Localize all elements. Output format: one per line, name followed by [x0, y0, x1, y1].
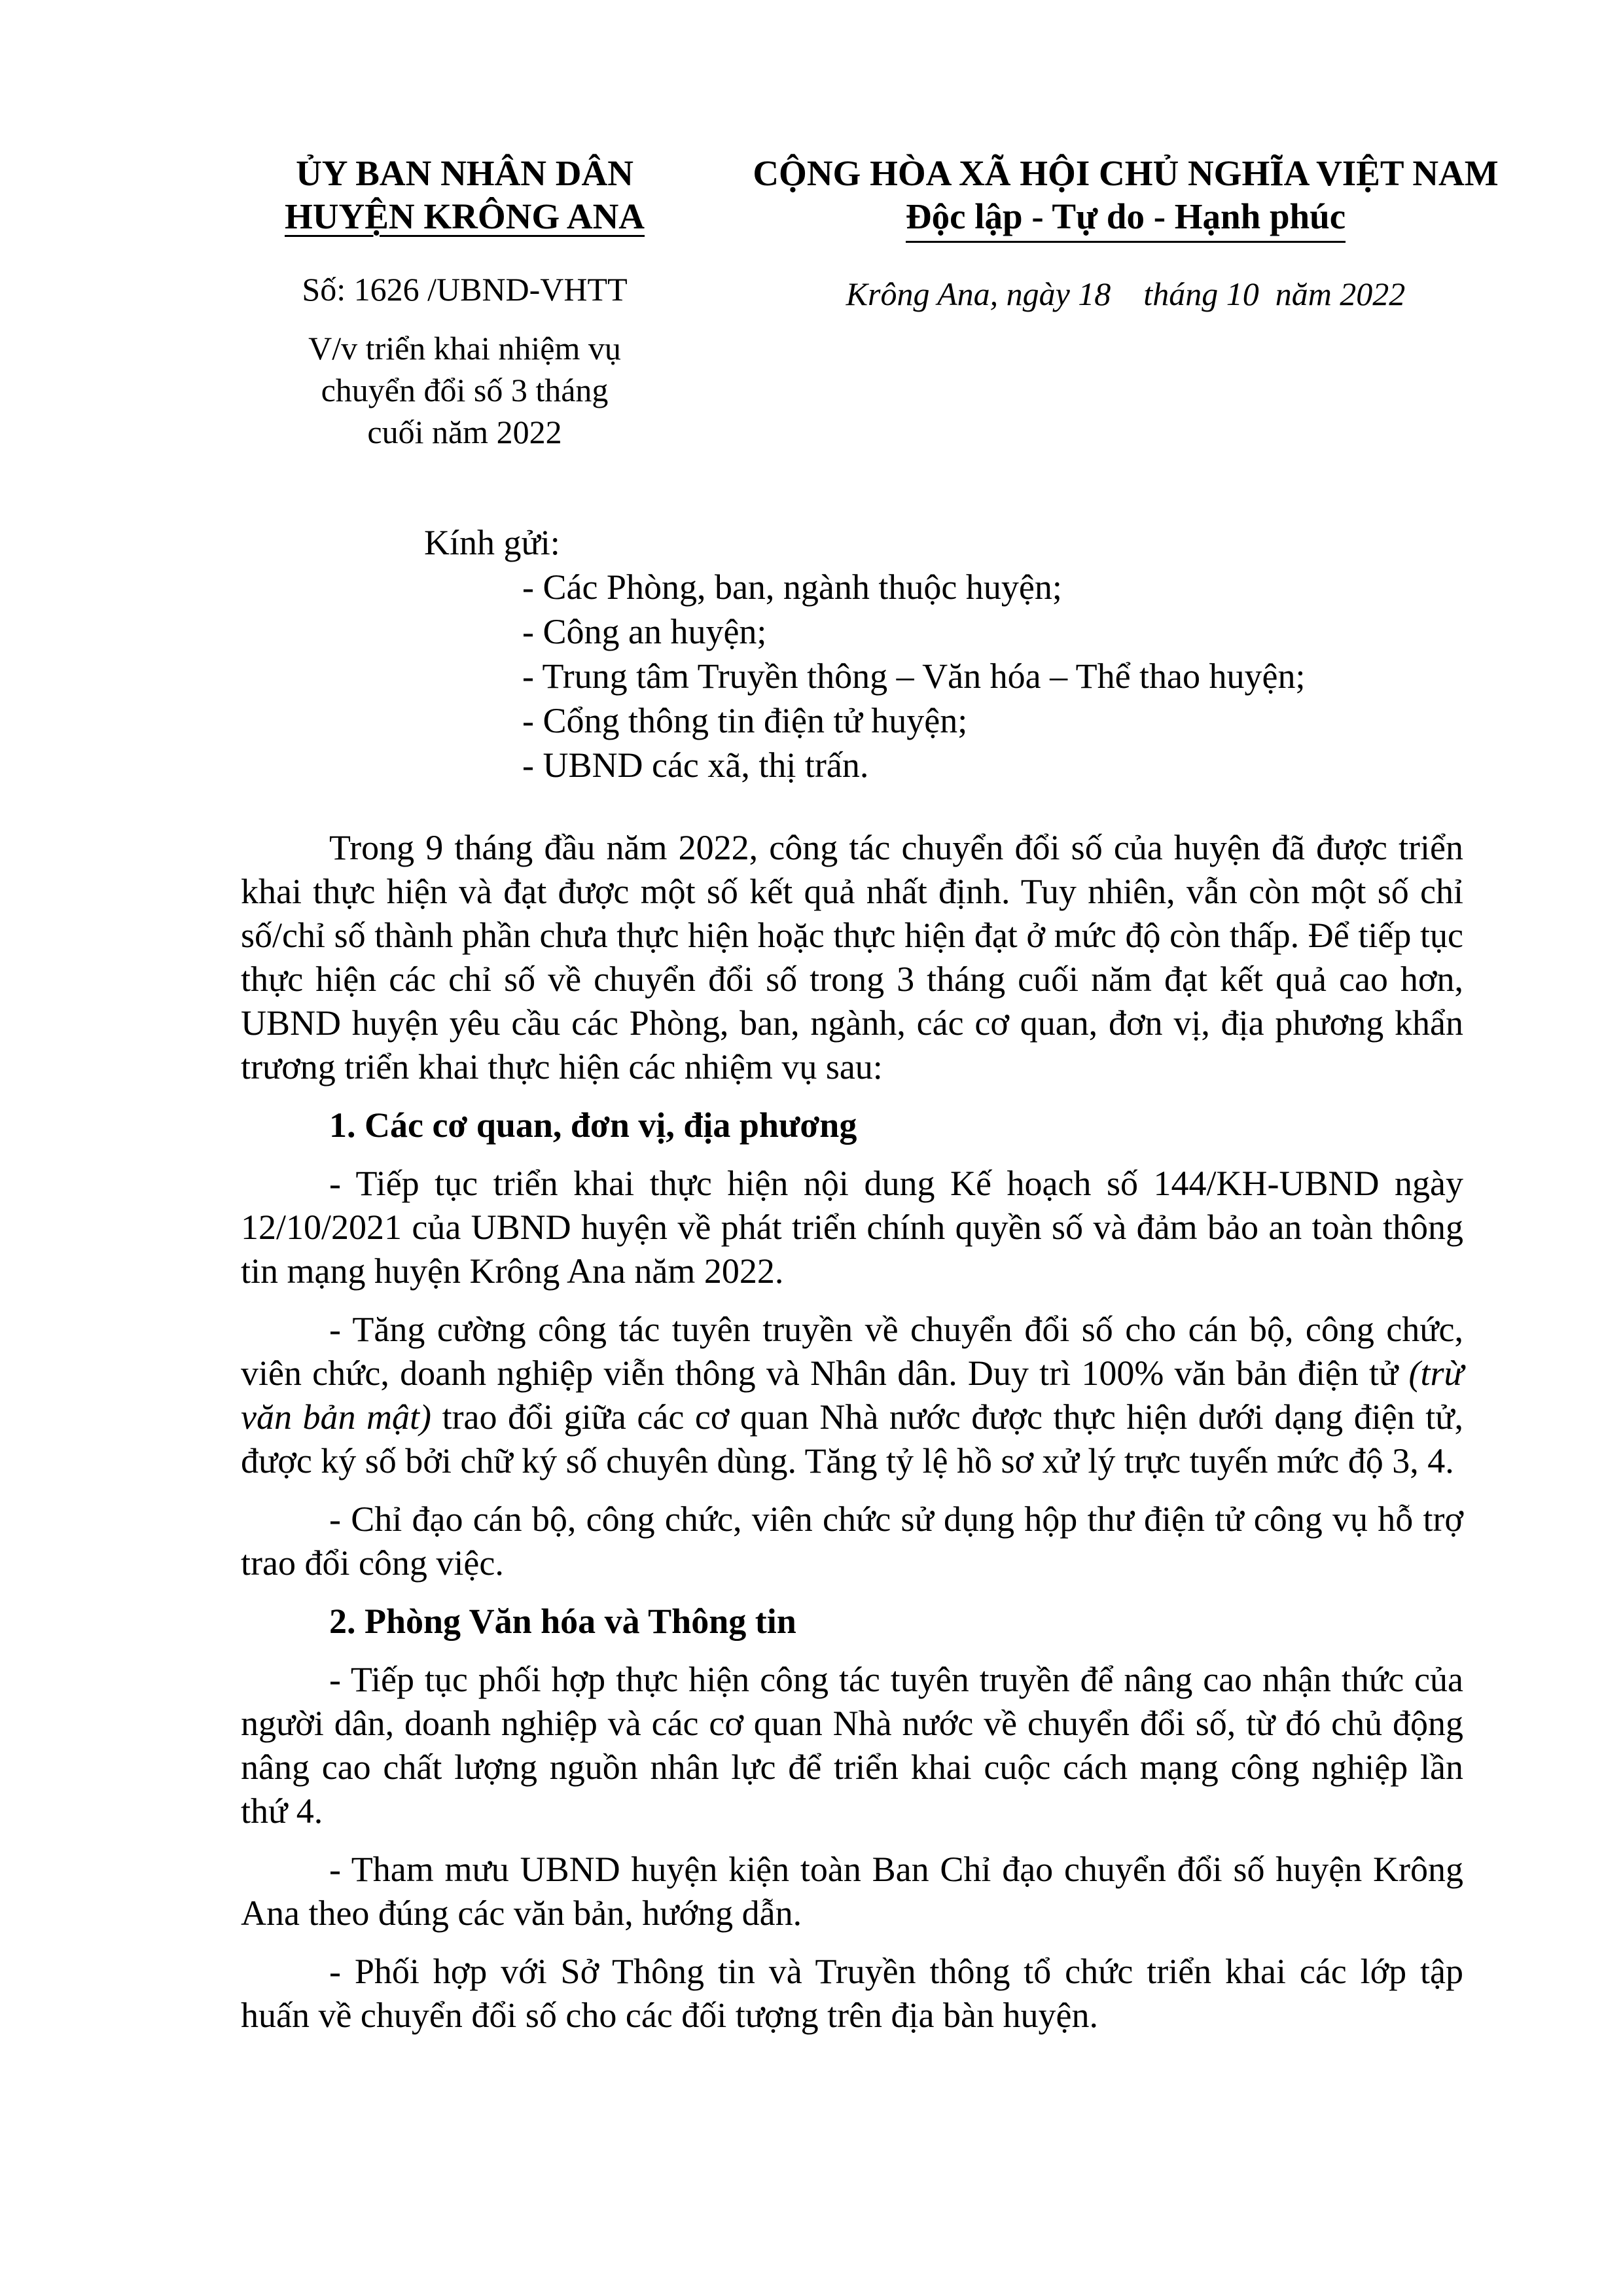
authority-name-line1: ỦY BAN NHÂN DÂN: [296, 153, 633, 193]
recipient-item: - Cổng thông tin điện tử huyện;: [522, 701, 968, 740]
italic-note: (trừ văn bản mật): [241, 1354, 1463, 1437]
document-subject: [242, 327, 687, 453]
body-paragraph: [241, 1308, 1463, 1483]
recipient-item: - UBND các xã, thị trấn.: [522, 745, 869, 785]
recipient-item: - Công an huyện;: [522, 612, 767, 651]
body-paragraph: - Tham mưu UBND huyện kiện toàn Ban Chỉ đạo chuyển đổi số huyện Krông Ana theo đúng các văn bản, hướng dẫn.: [241, 1850, 1463, 1933]
recipient-item: - Trung tâm Truyền thông – Văn hóa – Thể thao huyện;: [522, 656, 1306, 696]
recipients-greeting: Kính gửi:: [424, 523, 560, 562]
section-heading: 2. Phòng Văn hóa và Thông tin: [329, 1602, 796, 1641]
body-paragraph: - Chỉ đạo cán bộ, công chức, viên chức sử dụng hộp thư điện tử công vụ hỗ trợ trao đổi công việc.: [241, 1499, 1463, 1583]
authority-name-line2: HUYỆN KRÔNG ANA: [284, 196, 645, 236]
paragraph-text: - Tăng cường công tác tuyên truyền về chuyển đổi số cho cán bộ, công chức, viên chức, doanh nghiệp viễn thông và Nhân dân. Duy trì 100% văn bản điện tử: [241, 1310, 1463, 1393]
subject-line: V/v triển khai nhiệm vụ: [308, 330, 621, 367]
document-number: Số: 1626 /UBND-VHTT: [302, 271, 628, 308]
body-paragraph: - Tiếp tục phối hợp thực hiện công tác tuyên truyền để nâng cao nhận thức của người dân, doanh nghiệp và các cơ quan Nhà nước về chuyển đổi số, từ đó chủ động nâng cao chất lượng nguồn nhân lực để triển khai cuộc cách mạng công nghiệp lần thứ 4.: [241, 1660, 1463, 1831]
national-title-block: [733, 152, 1518, 314]
document-body: [241, 826, 1463, 2052]
national-name: CỘNG HÒA XÃ HỘI CHỦ NGHĨA VIỆT NAM: [753, 153, 1499, 193]
issuing-authority-block: [242, 152, 687, 453]
section-heading: 1. Các cơ quan, đơn vị, địa phương: [329, 1105, 857, 1145]
subject-line: chuyển đổi số 3 tháng: [321, 372, 609, 408]
intro-paragraph: Trong 9 tháng đầu năm 2022, công tác chuyển đổi số của huyện đã được triển khai thực hiện và đạt được một số kết quả nhất định. Tuy nhiên, vẫn còn một số chỉ số/chỉ số thành phần chưa thực hiện hoặc thực hiện đạt ở mức độ còn thấp. Để tiếp tục thực hiện các chỉ số về chuyển đổi số trong 3 tháng cuối năm đạt kết quả cao hơn, UBND huyện yêu cầu các Phòng, ban, ngành, các cơ quan, đơn vị, địa phương khẩn trương triển khai thực hiện các nhiệm vụ sau:: [241, 828, 1463, 1086]
place-and-date: Krông Ana, ngày 18 tháng 10 năm 2022: [846, 276, 1406, 312]
subject-line: cuối năm 2022: [367, 414, 562, 450]
recipients-block: [424, 520, 1471, 787]
body-paragraph: - Tiếp tục triển khai thực hiện nội dung Kế hoạch số 144/KH-UBND ngày 12/10/2021 của UBND huyện về phát triển chính quyền số và đảm bảo an toàn thông tin mạng huyện Krông Ana năm 2022.: [241, 1164, 1463, 1291]
national-motto: Độc lập - Tự do - Hạnh phúc: [906, 195, 1346, 243]
recipient-item: - Các Phòng, ban, ngành thuộc huyện;: [522, 567, 1062, 607]
body-paragraph: - Phối hợp với Sở Thông tin và Truyền thông tổ chức triển khai các lớp tập huấn về chuyển đổi số cho các đối tượng trên địa bàn huyện.: [241, 1952, 1463, 2035]
paragraph-text: trao đổi giữa các cơ quan Nhà nước được thực hiện dưới dạng điện tử, được ký số bởi chữ ký số chuyên dùng. Tăng tỷ lệ hồ sơ xử lý trực tuyến mức độ 3, 4.: [241, 1397, 1463, 1480]
